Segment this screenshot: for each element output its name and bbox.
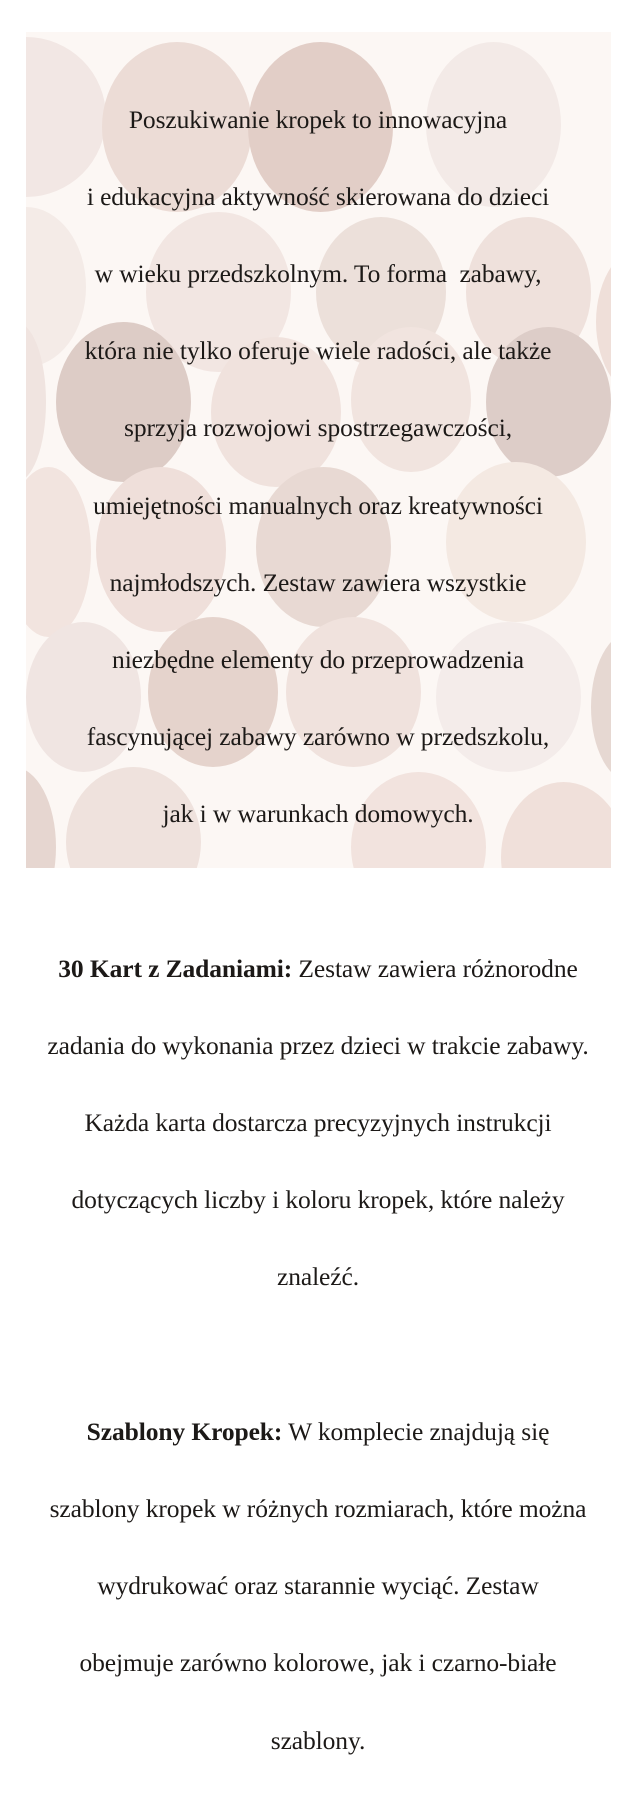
- paragraph-spacer: [0, 1336, 636, 1375]
- text-line: jak i w warunkach domowych.: [162, 799, 474, 829]
- cards-first-line: Zestaw zawiera różnorodne: [292, 953, 578, 983]
- cards-heading: 30 Kart z Zadaniami:: [58, 953, 293, 983]
- text-line: w wieku przedszkolnym. To forma zabawy,: [94, 258, 542, 288]
- text-line: Każda karta dostarcza precyzyjnych instrukcji: [84, 1108, 552, 1138]
- paragraph-spacer: [0, 872, 636, 911]
- text-line: fascynującej zabawy zarówno w przedszkolu,: [86, 722, 550, 752]
- text-line: i edukacyjna aktywność skierowana do dzieci: [86, 181, 550, 211]
- cards-section: [0, 911, 636, 1336]
- text-line: która nie tylko oferuje wiele radości, ale także: [84, 336, 552, 366]
- text-line: obejmuje zarówno kolorowe, jak i czarno-białe: [79, 1648, 557, 1678]
- templates-section: [0, 1374, 636, 1799]
- text-line: wydrukować oraz starannie wyciąć. Zestaw: [97, 1571, 539, 1601]
- text-line: umiejętności manualnych oraz kreatywności: [93, 490, 543, 520]
- text-line: znaleźć.: [276, 1262, 359, 1292]
- text-line: szablony.: [270, 1725, 366, 1755]
- text-line: sprzyja rozwojowi spostrzegawczości,: [124, 413, 512, 443]
- text-line: dotyczących liczby i koloru kropek, które należy: [71, 1185, 565, 1215]
- text-line: Poszukiwanie kropek to innowacyjna: [128, 104, 508, 134]
- intro-paragraph: [0, 62, 636, 872]
- text-line: [0, 1413, 636, 1452]
- text-line: najmłodszych. Zestaw zawiera wszystkie: [109, 567, 527, 597]
- text-line: zadania do wykonania przez dzieci w trakcie zabawy.: [47, 1030, 589, 1060]
- text-line: niezbędne elementy do przeprowadzenia: [112, 644, 524, 674]
- description-text: [0, 62, 636, 1799]
- templates-heading: Szablony Kropek:: [86, 1416, 283, 1446]
- templates-first-line: W komplecie znajdują się: [282, 1416, 550, 1446]
- text-line: szablony kropek w różnych rozmiarach, które można: [49, 1493, 587, 1523]
- text-line: [0, 950, 636, 989]
